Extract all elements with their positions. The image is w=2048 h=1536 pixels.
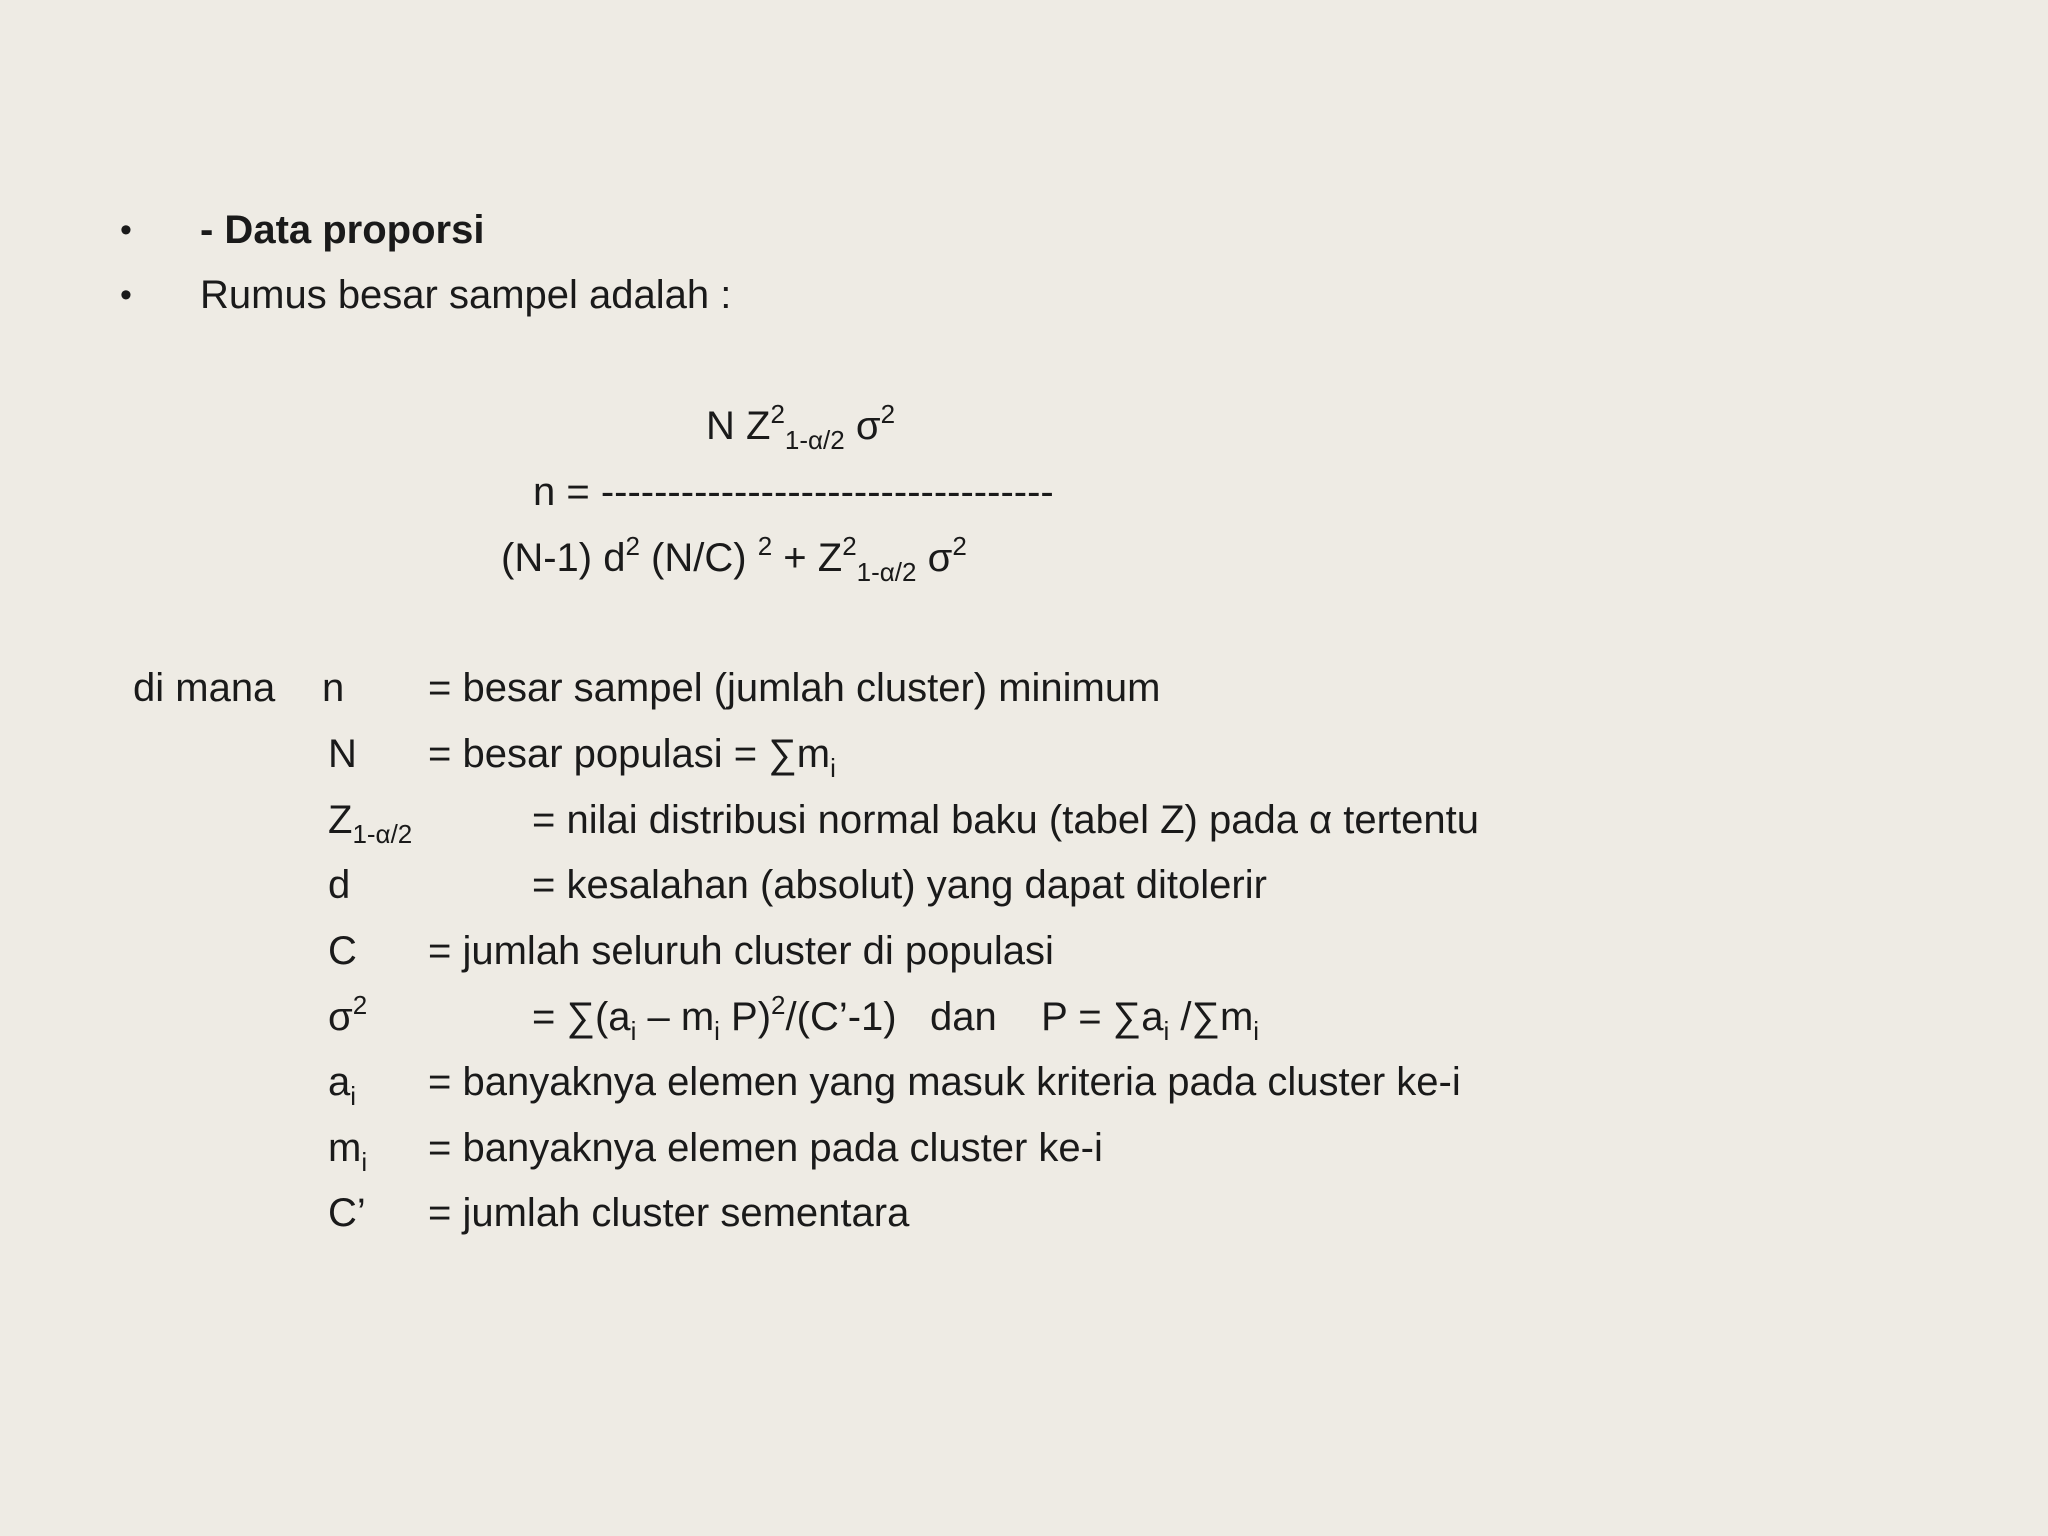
numerator-text: N Z [706, 404, 771, 448]
definition-a-i: = banyaknya elemen yang masuk kriteria pada cluster ke-i [428, 1060, 1461, 1104]
definition-text: P) [719, 995, 772, 1039]
denominator-sigma: σ [916, 536, 953, 580]
definition-d: = kesalahan (absolut) yang dapat ditolerir [532, 863, 1267, 907]
symbol-Z [328, 796, 413, 849]
definition-sub: i [1163, 1016, 1170, 1046]
formula-numerator [706, 399, 896, 455]
symbol-C: C [328, 929, 357, 973]
definition-sub: i [630, 1016, 637, 1046]
denominator-text: (N-1) d [501, 536, 626, 580]
formula-fraction-line [533, 468, 1054, 516]
denominator-sup: 2 [625, 531, 640, 561]
definition-text: – m [636, 995, 715, 1039]
bullet-text: Rumus besar sampel adalah : [200, 273, 732, 317]
symbol-text: Z [328, 798, 353, 842]
denominator-sub: 1-α/2 [856, 557, 917, 587]
bullet-marker: • [120, 276, 132, 314]
bullet-marker: • [120, 211, 132, 249]
denominator-sigma-sup: 2 [952, 531, 967, 561]
definition-C: = jumlah seluruh cluster di populasi [428, 929, 1054, 973]
numerator-sup: 2 [770, 399, 785, 429]
symbol-n: n [322, 666, 345, 710]
definition-sub: i [1253, 1016, 1260, 1046]
symbol-sub: 1-α/2 [352, 819, 413, 849]
definition-sup: 2 [771, 990, 786, 1020]
definition-text: /∑m [1169, 995, 1254, 1039]
definition-text: /(C’-1) dan P = ∑a [785, 995, 1164, 1039]
denominator-text: (N/C) [639, 536, 758, 580]
definition-m-i: = banyaknya elemen pada cluster ke-i [428, 1126, 1103, 1170]
definition-C-prime: = jumlah cluster sementara [428, 1191, 910, 1235]
symbol-N: N [328, 732, 357, 776]
denominator-text: + Z [772, 536, 843, 580]
symbol-a-i [328, 1058, 357, 1111]
numerator-sigma-sup: 2 [880, 399, 896, 429]
definition-sigma-squared [532, 990, 1260, 1046]
numerator-sigma: σ [844, 404, 881, 448]
definition-n: = besar sampel (jumlah cluster) minimum [428, 666, 1161, 710]
symbol-text: a [328, 1060, 351, 1104]
definition-sub: i [830, 753, 836, 783]
symbol-sub: i [361, 1147, 368, 1177]
denominator-sup: 2 [757, 531, 773, 561]
definition-text: = besar populasi = ∑m [428, 732, 831, 776]
symbol-d: d [328, 863, 351, 907]
symbol-text: σ [328, 995, 353, 1039]
fraction-line-text: n = ---------------------------------- [533, 470, 1054, 514]
numerator-sub: 1-α/2 [784, 425, 845, 455]
symbol-C-prime: C’ [328, 1191, 366, 1235]
definition-sub: i [714, 1016, 720, 1046]
symbol-text: m [328, 1126, 362, 1170]
definition-N [428, 730, 836, 783]
denominator-sup: 2 [842, 531, 857, 561]
symbol-sub: i [350, 1081, 357, 1111]
symbol-m-i [328, 1124, 368, 1177]
symbol-sup: 2 [352, 990, 368, 1020]
definitions-intro: di mana [133, 666, 276, 710]
symbol-sigma-squared [328, 990, 368, 1041]
bullet-heading: - Data proporsi [200, 208, 485, 252]
formula-denominator [501, 531, 967, 587]
definition-Z: = nilai distribusi normal baku (tabel Z) pada α tertentu [532, 798, 1479, 842]
definition-text: = ∑(a [532, 995, 631, 1039]
